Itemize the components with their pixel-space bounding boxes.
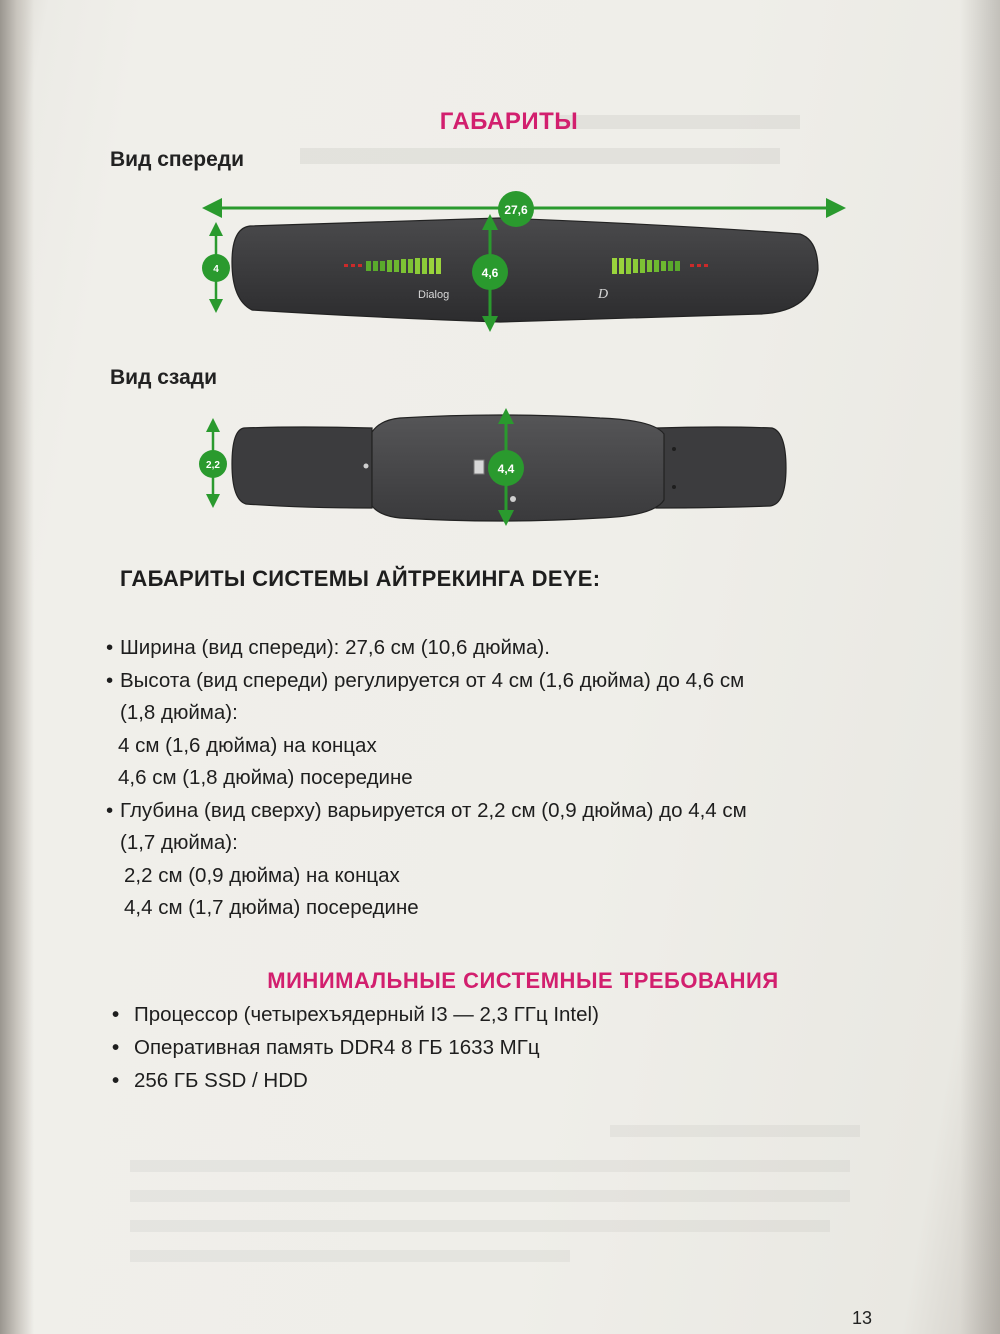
spec-line [106, 632, 896, 665]
front-center-height-value: 4,6 [481, 266, 499, 280]
bullet-icon: • [112, 1069, 120, 1092]
dialog-logo-text: Dialog [418, 289, 450, 301]
indicator-dot [510, 496, 516, 502]
bullet-icon: • [112, 1003, 120, 1026]
spec-line [106, 827, 896, 860]
bleed-through-texture [130, 1160, 850, 1172]
spec-line [106, 697, 896, 730]
back-end-depth-value: 2,2 [206, 460, 220, 471]
spec-text: 2,2 см (0,9 дюйма) на концах [124, 863, 400, 887]
back-view-label: Вид сзади [110, 366, 217, 389]
spec-line [106, 762, 896, 795]
front-view-label: Вид спереди [110, 148, 245, 171]
deye-logo-text: D [598, 287, 609, 302]
spec-text: 4 см (1,6 дюйма) на концах [118, 733, 377, 757]
bleed-through-texture [130, 1250, 570, 1262]
requirement-item [112, 998, 599, 1031]
front-view-device [232, 218, 818, 322]
requirements-title: МИНИМАЛЬНЫЕ СИСТЕМНЫЕ ТРЕБОВАНИЯ [267, 968, 779, 993]
spec-text: Высота (вид спереди) регулируется от 4 см (1,6 дюйма) до 4,6 см [120, 668, 745, 692]
spec-text: Глубина (вид сверху) варьируется от 2,2 см (0,9 дюйма) до 4,4 см [120, 798, 747, 822]
width-dimension-arrow [202, 191, 846, 227]
bleed-through-texture [610, 1125, 860, 1137]
page-number: 13 [851, 1308, 872, 1328]
bullet-icon: • [106, 798, 114, 822]
requirement-text: Оперативная память DDR4 8 ГБ 1633 МГц [134, 1036, 540, 1059]
width-value-label: 27,6 [504, 203, 528, 217]
bleed-through-texture [130, 1190, 850, 1202]
requirement-item [112, 1031, 599, 1064]
spec-text: 4,4 см (1,7 дюйма) посередине [124, 896, 419, 919]
front-end-height-value: 4 [213, 264, 219, 275]
back-end-depth-arrow [199, 418, 227, 508]
spec-line [106, 665, 896, 698]
spec-text: 4,6 см (1,8 дюйма) посередине [118, 766, 413, 789]
dimensions-section-title: ГАБАРИТЫ СИСТЕМЫ АЙТРЕКИНГА DEYE: [120, 566, 601, 591]
spec-line [106, 860, 896, 893]
spec-line [106, 795, 896, 828]
bullet-icon: • [106, 636, 114, 659]
requirements-list [112, 998, 599, 1097]
page-title: ГАБАРИТЫ [439, 108, 579, 135]
dimensions-spec-list [106, 632, 896, 925]
spec-text: (1,7 дюйма): [120, 831, 238, 854]
usb-port-icon [474, 460, 484, 474]
requirement-text: 256 ГБ SSD / HDD [134, 1069, 308, 1092]
bullet-icon: • [112, 1036, 120, 1059]
front-end-height-arrow [202, 222, 230, 313]
bleed-through-texture [130, 1220, 830, 1232]
back-center-depth-value: 4,4 [497, 462, 515, 476]
spec-text: (1,8 дюйма): [120, 701, 238, 724]
spec-line [106, 892, 896, 925]
spec-line [106, 730, 896, 763]
spec-text: Ширина (вид спереди): 27,6 см (10,6 дюйма). [120, 636, 550, 659]
bullet-icon: • [106, 668, 114, 692]
requirement-text: Процессор (четырехъядерный I3 — 2,3 ГГц Intel) [134, 1003, 599, 1026]
dimensions-diagram [0, 0, 1000, 560]
requirement-item [112, 1064, 599, 1097]
